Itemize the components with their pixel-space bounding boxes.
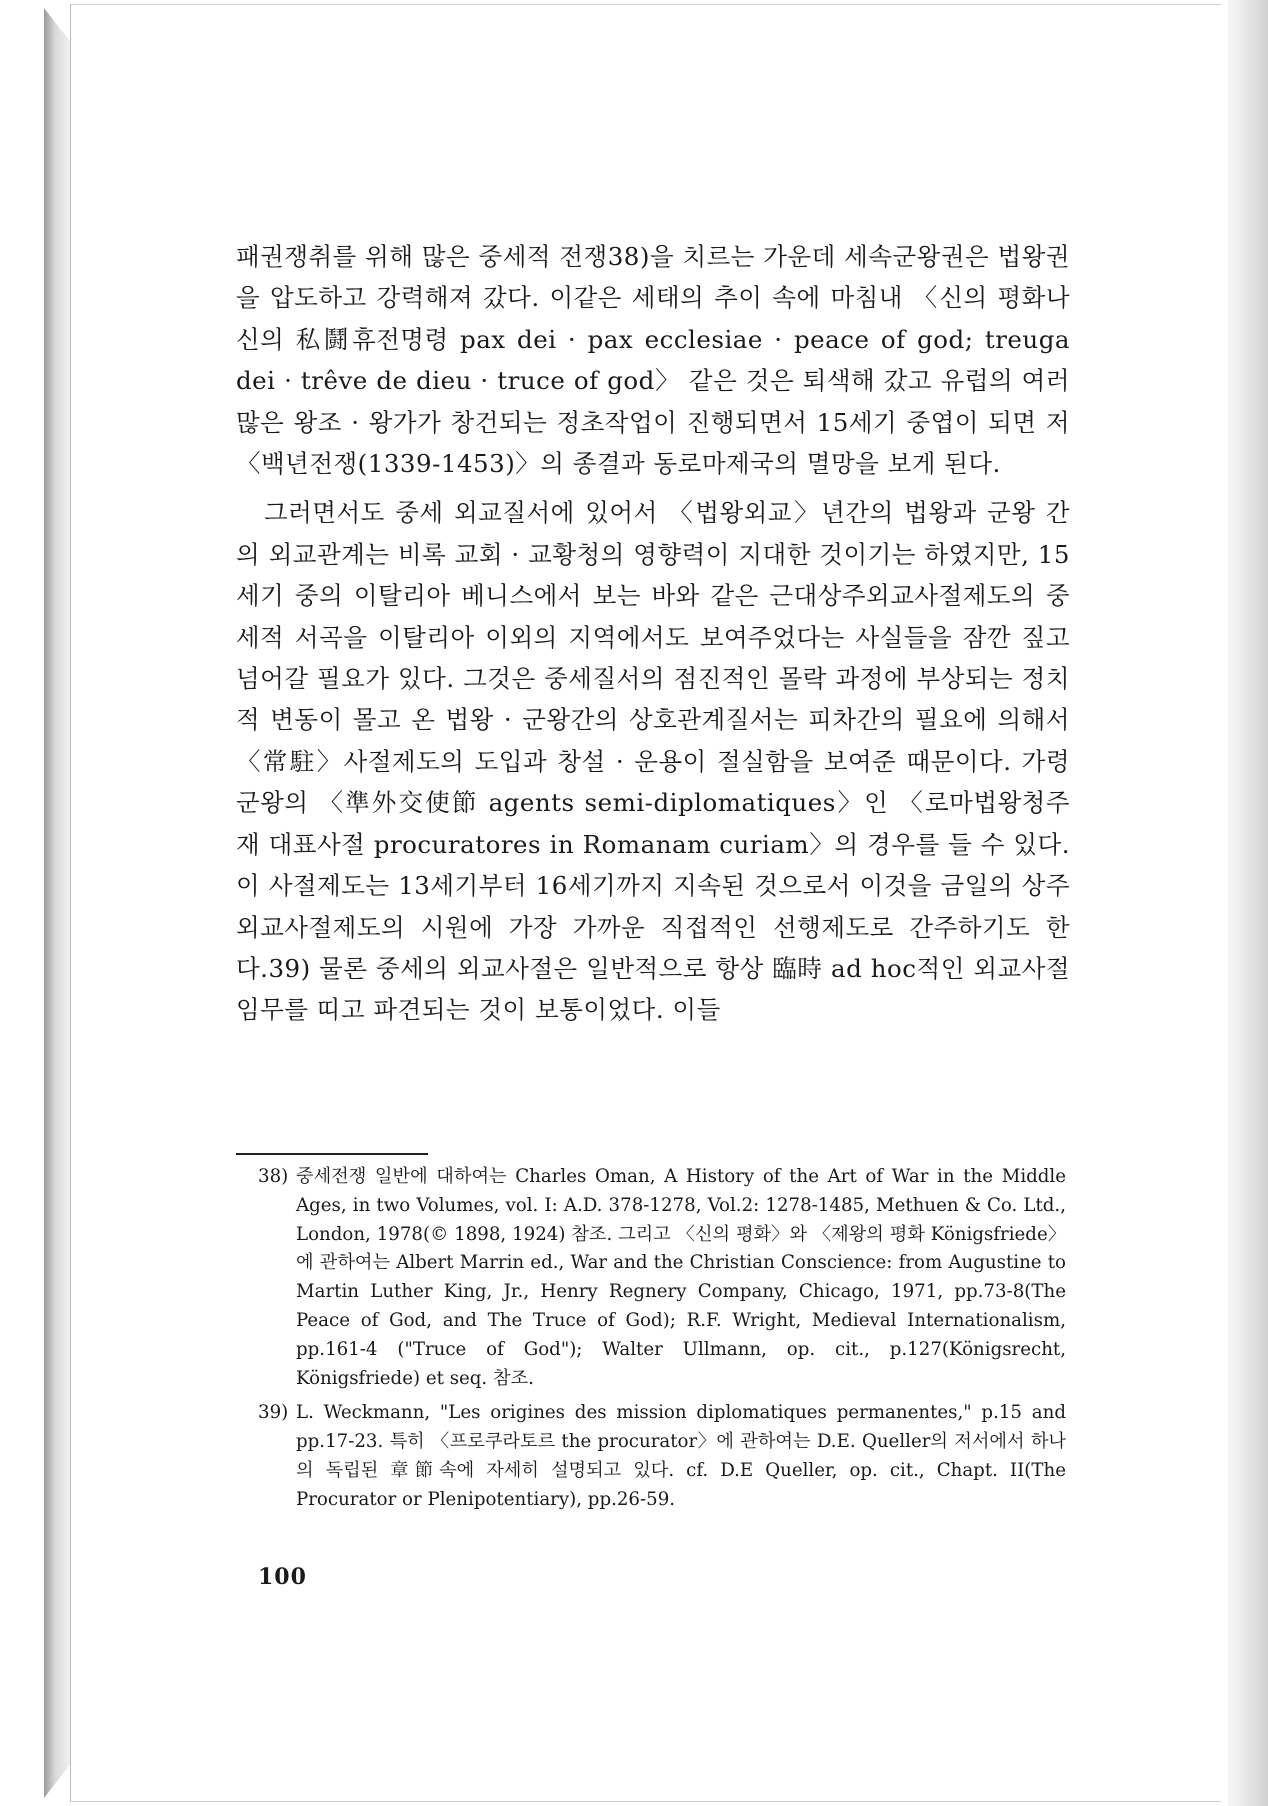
footnotes <box>258 1163 1066 1521</box>
footnote-38 <box>258 1163 1066 1393</box>
footnote-divider <box>236 1153 428 1155</box>
page-edge-right <box>1228 0 1268 1806</box>
footnote-number: 38) <box>258 1166 289 1187</box>
paragraph-2: 그러면서도 중세 외교질서에 있어서 〈법왕외교〉년간의 법왕과 군왕 간의 외교관계는 비록 교회 · 교황청의 영향력이 지대한 것이기는 하였지만, 15세기 중의 이탈리아 베니스에서 보는 바와 같은 근대상주외교사절제도의 중세적 서곡을 이탈리아 이외의 지역에서도 보여주었다는 사실들을 잠깐 짚고 넘어갈 필요가 있다. 그것은 중세질서의 점진적인 몰락 과정에 부상되는 정치적 변동이 몰고 온 법왕 · 군왕간의 상호관계질서는 피차간의 필요에 의해서 〈常駐〉사절제도의 도입과 창설 · 운용이 절실함을 보여준 때문이다. 가령 군왕의 〈準外交使節 agents semi-diplomatiques〉인 〈로마법왕청주재 대표사절 procuratores in Romanam curiam〉의 경우를 들 수 있다. 이 사절제도는 13세기부터 16세기까지 지속된 것으로서 이것을 금일의 상주외교사절제도의 시원에 가장 가까운 직접적인 선행제도로 간주하기도 한다.39) 물론 중세의 외교사절은 일반적으로 항상 臨時 ad hoc적인 외교사절 임무를 띠고 파견되는 것이 보통이었다. 이들 <box>236 498 1070 1025</box>
page-edge-left <box>44 8 72 1798</box>
main-text <box>236 236 1070 1031</box>
footnote-39 <box>258 1399 1066 1514</box>
paragraph-1: 패권쟁취를 위해 많은 중세적 전쟁38)을 치르는 가운데 세속군왕권은 법왕권을 압도하고 강력해져 갔다. 이같은 세태의 추이 속에 마침내 〈신의 평화나 신의 私鬪휴전명령 pax dei · pax ecclesiae · peace of god; treuga dei · trêve de dieu · truce of god〉 같은 것은 퇴색해 갔고 유럽의 여러 많은 왕조 · 왕가가 창건되는 정초작업이 진행되면서 15세기 중엽이 되면 저 〈백년전쟁(1339-1453)〉의 종결과 동로마제국의 멸망을 보게 된다. <box>236 242 1070 479</box>
footnote-text: L. Weckmann, "Les origines des mission diplomatiques permanentes," p.15 and pp.17-23. 특히 〈프로쿠라토르 the procurator〉에 관하여는 D.E. Queller의 저서에서 하나의 독립된 章節속에 자세히 설명되고 있다. cf. D.E Queller, op. cit., Chapt. II(The Procurator or Plenipotentiary), pp.26-59. <box>296 1402 1066 1510</box>
footnote-text: 중세전쟁 일반에 대하여는 Charles Oman, A History of the Art of War in the Middle Ages, in two Volumes, vol. I: A.D. 378-1278, Vol.2: 1278-1485, Methuen & Co. Ltd., London, 1978(© 1898, 1924) 참조. 그리고 〈신의 평화〉와 〈제왕의 평화 Königsfriede〉에 관하여는 Albert Marrin ed., War and the Christian Conscience: from Augustine to Martin Luther King, Jr., Henry Regnery Company, Chicago, 1971, pp.73-8(The Peace of God, and The Truce of God); R.F. Wright, Medieval Internationalism, pp.161-4 ("Truce of God"); Walter Ullmann, op. cit., p.127(Königsrecht, Königsfriede) et seq. 참조. <box>296 1166 1066 1389</box>
page-number: 100 <box>258 1564 307 1590</box>
footnote-number: 39) <box>258 1402 289 1424</box>
